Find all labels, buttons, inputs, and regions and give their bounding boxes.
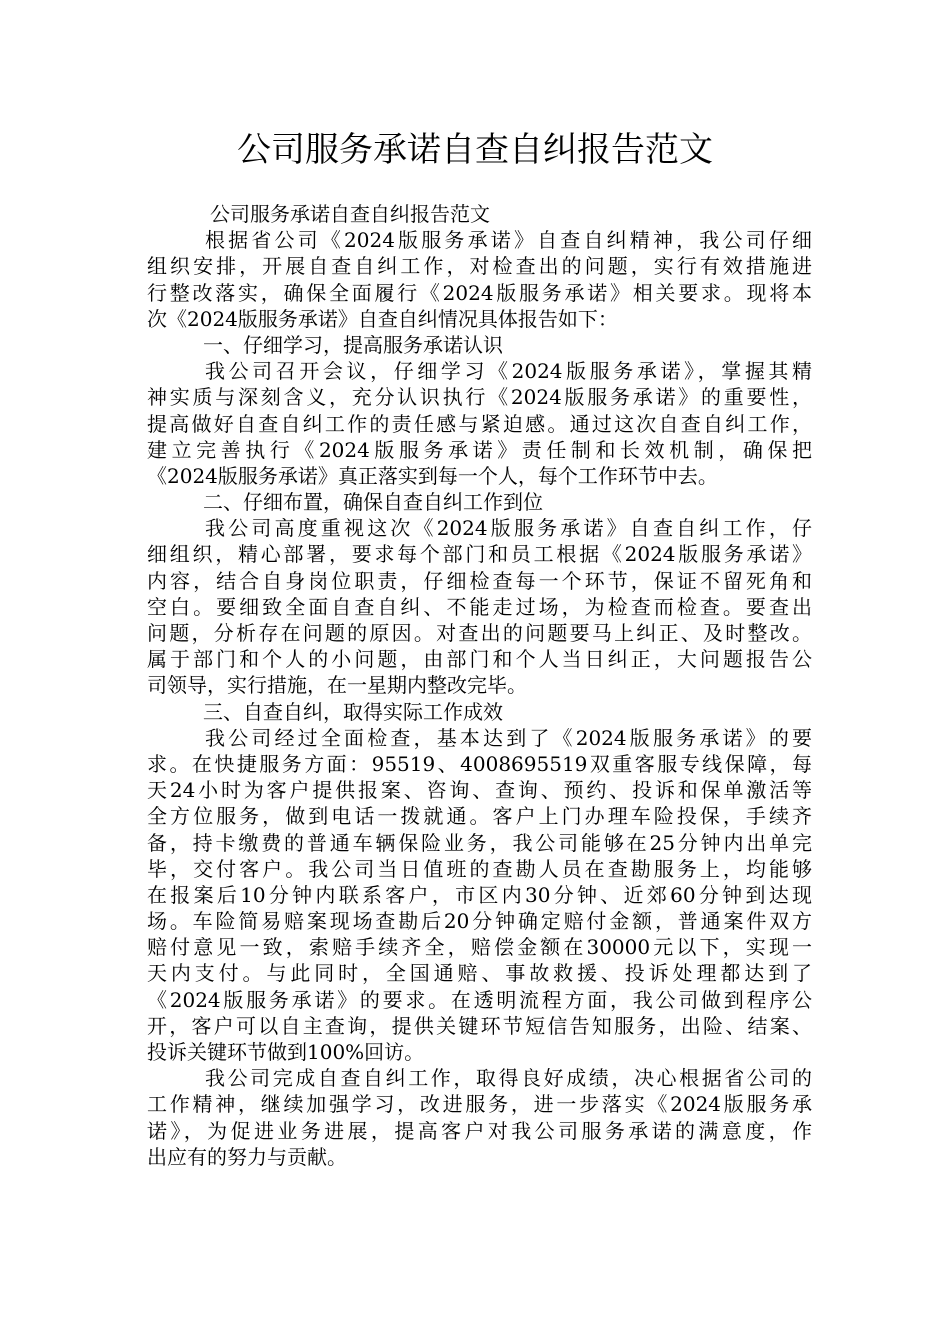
section-heading: 三、自查自纠，取得实际工作成效 (203, 699, 503, 724)
section-heading: 二、仔细布置，确保自查自纠工作到位 (203, 490, 543, 515)
paragraph-line: 毕，交付客户。我公司当日值班的查勘人员在查勘服务上，均能够 (147, 856, 812, 881)
paragraph-line: 《2024版服务承诺》的要求。在透明流程方面，我公司做到程序公 (147, 987, 812, 1012)
paragraph-line: 备，持卡缴费的普通车辆保险业务，我公司能够在25分钟内出单完 (147, 830, 812, 855)
paragraph-line: 我公司完成自查自纠工作，取得良好成绩，决心根据省公司的 (205, 1066, 812, 1091)
paragraph-line: 开，客户可以自主查询，提供关键环节短信告知服务，出险、结案、 (147, 1013, 812, 1038)
paragraph-line: 提高做好自查自纠工作的责任感与紧迫感。通过这次自查自纠工作， (147, 411, 812, 436)
paragraph-line: 在报案后10分钟内联系客户，市区内30分钟、近郊60分钟到达现 (147, 882, 812, 907)
paragraph-line: 组织安排，开展自查自纠工作，对检查出的问题，实行有效措施进 (147, 254, 812, 279)
paragraph-line: 司领导，实行措施，在一星期内整改完毕。 (147, 673, 527, 698)
document-title: 公司服务承诺自查自纠报告范文 (237, 130, 713, 170)
paragraph-line: 内容，结合自身岗位职责，仔细检查每一个环节，保证不留死角和 (147, 568, 812, 593)
paragraph-line: 根据省公司《2024版服务承诺》自查自纠精神，我公司仔细 (205, 228, 812, 253)
paragraph-line: 天内支付。与此同时，全国通赔、事故救援、投诉处理都达到了 (147, 961, 812, 986)
paragraph-line: 诺》，为促进业务进展，提高客户对我公司服务承诺的满意度，作 (147, 1118, 812, 1143)
paragraph-line: 空白。要细致全面自查自纠、不能走过场，为检查而检查。要查出 (147, 594, 812, 619)
paragraph-line: 投诉关键环节做到100%回访。 (147, 1040, 425, 1064)
paragraph-line: 天24小时为客户提供报案、咨询、查询、预约、投诉和保单激活等 (147, 778, 812, 803)
paragraph-line: 出应有的努力与贡献。 (147, 1144, 347, 1169)
subtitle-line: 公司服务承诺自查自纠报告范文 (210, 202, 490, 226)
paragraph-line: 次《2024版服务承诺》自查自纠情况具体报告如下： (147, 306, 618, 331)
section-heading: 一、仔细学习，提高服务承诺认识 (203, 332, 503, 357)
paragraph-line: 我公司高度重视这次《2024版服务承诺》自查自纠工作，仔 (205, 516, 812, 541)
paragraph-line: 建立完善执行《2024版服务承诺》责任制和长效机制，确保把 (147, 437, 812, 462)
paragraph-line: 《2024版服务承诺》真正落实到每一个人，每个工作环节中去。 (147, 463, 718, 488)
paragraph-line: 我公司经过全面检查，基本达到了《2024版服务承诺》的要 (205, 725, 812, 750)
paragraph-line: 细组织，精心部署，要求每个部门和员工根据《2024版服务承诺》 (147, 542, 812, 567)
paragraph-line: 属于部门和个人的小问题，由部门和个人当日纠正，大问题报告公 (147, 647, 812, 672)
paragraph-line: 全方位服务，做到电话一拨就通。客户上门办理车险投保，手续齐 (147, 804, 812, 829)
paragraph-line: 工作精神，继续加强学习，改进服务，进一步落实《2024版服务承 (147, 1092, 812, 1117)
paragraph-line: 求。在快捷服务方面：95519、4008695519双重客服专线保障，每 (147, 751, 812, 776)
paragraph-line: 我公司召开会议，仔细学习《2024版服务承诺》，掌握其精 (205, 359, 812, 384)
paragraph-line: 行整改落实，确保全面履行《2024版服务承诺》相关要求。现将本 (147, 280, 812, 305)
paragraph-line: 场。车险简易赔案现场查勘后20分钟确定赔付金额，普通案件双方 (147, 909, 812, 934)
paragraph-line: 问题，分析存在问题的原因。对查出的问题要马上纠正、及时整改。 (147, 621, 812, 645)
paragraph-line: 赔付意见一致，索赔手续齐全，赔偿金额在30000元以下，实现一 (147, 935, 812, 960)
paragraph-line: 神实质与深刻含义，充分认识执行《2024版服务承诺》的重要性， (147, 385, 812, 410)
document-body (147, 201, 812, 1170)
